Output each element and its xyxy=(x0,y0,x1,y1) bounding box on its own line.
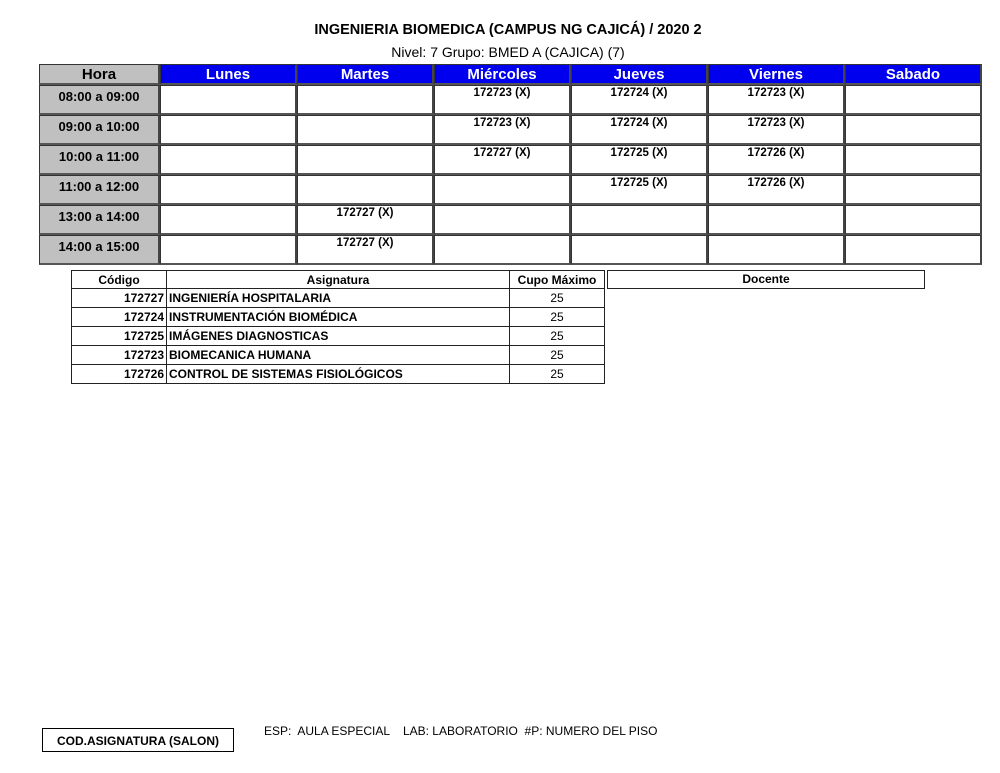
time-slot-label: 10:00 a 11:00 xyxy=(39,145,160,175)
schedule-cell: 172727 (X) xyxy=(297,205,434,235)
column-header-docente: Docente xyxy=(607,270,925,289)
schedule-cell xyxy=(434,175,571,205)
column-header-asignatura: Asignatura xyxy=(167,271,510,289)
schedule-cell: 172725 (X) xyxy=(571,175,708,205)
table-row xyxy=(72,346,605,365)
schedule-cell xyxy=(160,235,297,265)
schedule-cell: 172726 (X) xyxy=(708,145,845,175)
column-header-day: Miércoles xyxy=(434,64,571,85)
schedule-cell xyxy=(845,175,982,205)
column-header-cupo: Cupo Máximo xyxy=(510,271,605,289)
column-header-day: Viernes xyxy=(708,64,845,85)
column-header-day: Lunes xyxy=(160,64,297,85)
schedule-cell: 172727 (X) xyxy=(297,235,434,265)
schedule-cell xyxy=(160,205,297,235)
subject-cupo: 25 xyxy=(510,365,605,384)
subject-name: CONTROL DE SISTEMAS FISIOLÓGICOS xyxy=(167,365,510,384)
subjects-table xyxy=(71,270,605,384)
schedule-cell: 172724 (X) xyxy=(571,115,708,145)
schedule-cell xyxy=(845,235,982,265)
time-slot-label: 13:00 a 14:00 xyxy=(39,205,160,235)
subject-code: 172725 xyxy=(72,327,167,346)
schedule-cell: 172724 (X) xyxy=(571,85,708,115)
subject-name: IMÁGENES DIAGNOSTICAS xyxy=(167,327,510,346)
time-slot-label: 09:00 a 10:00 xyxy=(39,115,160,145)
time-slot-label: 08:00 a 09:00 xyxy=(39,85,160,115)
table-row xyxy=(72,327,605,346)
schedule-cell xyxy=(160,115,297,145)
subject-name: INSTRUMENTACIÓN BIOMÉDICA xyxy=(167,308,510,327)
subject-code: 172723 xyxy=(72,346,167,365)
schedule-cell xyxy=(160,145,297,175)
schedule-cell xyxy=(297,145,434,175)
schedule-cell: 172725 (X) xyxy=(571,145,708,175)
schedule-cell xyxy=(434,235,571,265)
table-row xyxy=(72,365,605,384)
subject-name: INGENIERÍA HOSPITALARIA xyxy=(167,289,510,308)
schedule-cell xyxy=(160,85,297,115)
time-slot-label: 11:00 a 12:00 xyxy=(39,175,160,205)
subject-code: 172724 xyxy=(72,308,167,327)
table-row xyxy=(72,289,605,308)
schedule-cell xyxy=(297,115,434,145)
column-header-day: Jueves xyxy=(571,64,708,85)
legend-text: ESP: AULA ESPECIAL LAB: LABORATORIO #P: NUMERO DEL PISO xyxy=(264,724,658,738)
schedule-cell xyxy=(845,205,982,235)
subject-name: BIOMECANICA HUMANA xyxy=(167,346,510,365)
column-header-day: Martes xyxy=(297,64,434,85)
column-header-day: Sabado xyxy=(845,64,982,85)
page-title: INGENIERIA BIOMEDICA (CAMPUS NG CAJICÁ) / 2020 2 xyxy=(314,22,702,38)
schedule-cell: 172723 (X) xyxy=(434,115,571,145)
schedule-cell xyxy=(845,85,982,115)
schedule-cell: 172723 (X) xyxy=(434,85,571,115)
schedule-cell xyxy=(708,205,845,235)
schedule-cell xyxy=(297,85,434,115)
subject-code: 172726 xyxy=(72,365,167,384)
schedule-cell: 172723 (X) xyxy=(708,115,845,145)
time-slot-label: 14:00 a 15:00 xyxy=(39,235,160,265)
subject-cupo: 25 xyxy=(510,346,605,365)
subject-cupo: 25 xyxy=(510,289,605,308)
schedule-cell: 172726 (X) xyxy=(708,175,845,205)
legend-box: COD.ASIGNATURA (SALON) xyxy=(42,728,234,752)
table-row xyxy=(72,308,605,327)
subjects-header-row xyxy=(72,271,605,289)
page-subtitle: Nivel: 7 Grupo: BMED A (CAJICA) (7) xyxy=(391,44,625,60)
schedule-cell: 172723 (X) xyxy=(708,85,845,115)
subject-cupo: 25 xyxy=(510,308,605,327)
schedule-cell xyxy=(160,175,297,205)
subject-cupo: 25 xyxy=(510,327,605,346)
column-header-codigo: Código xyxy=(72,271,167,289)
column-header-hora: Hora xyxy=(39,64,160,85)
subject-code: 172727 xyxy=(72,289,167,308)
schedule-cell xyxy=(845,115,982,145)
schedule-cell xyxy=(434,205,571,235)
schedule-cell: 172727 (X) xyxy=(434,145,571,175)
schedule-cell xyxy=(571,205,708,235)
schedule-cell xyxy=(845,145,982,175)
schedule-cell xyxy=(297,175,434,205)
schedule-cell xyxy=(571,235,708,265)
schedule-cell xyxy=(708,235,845,265)
